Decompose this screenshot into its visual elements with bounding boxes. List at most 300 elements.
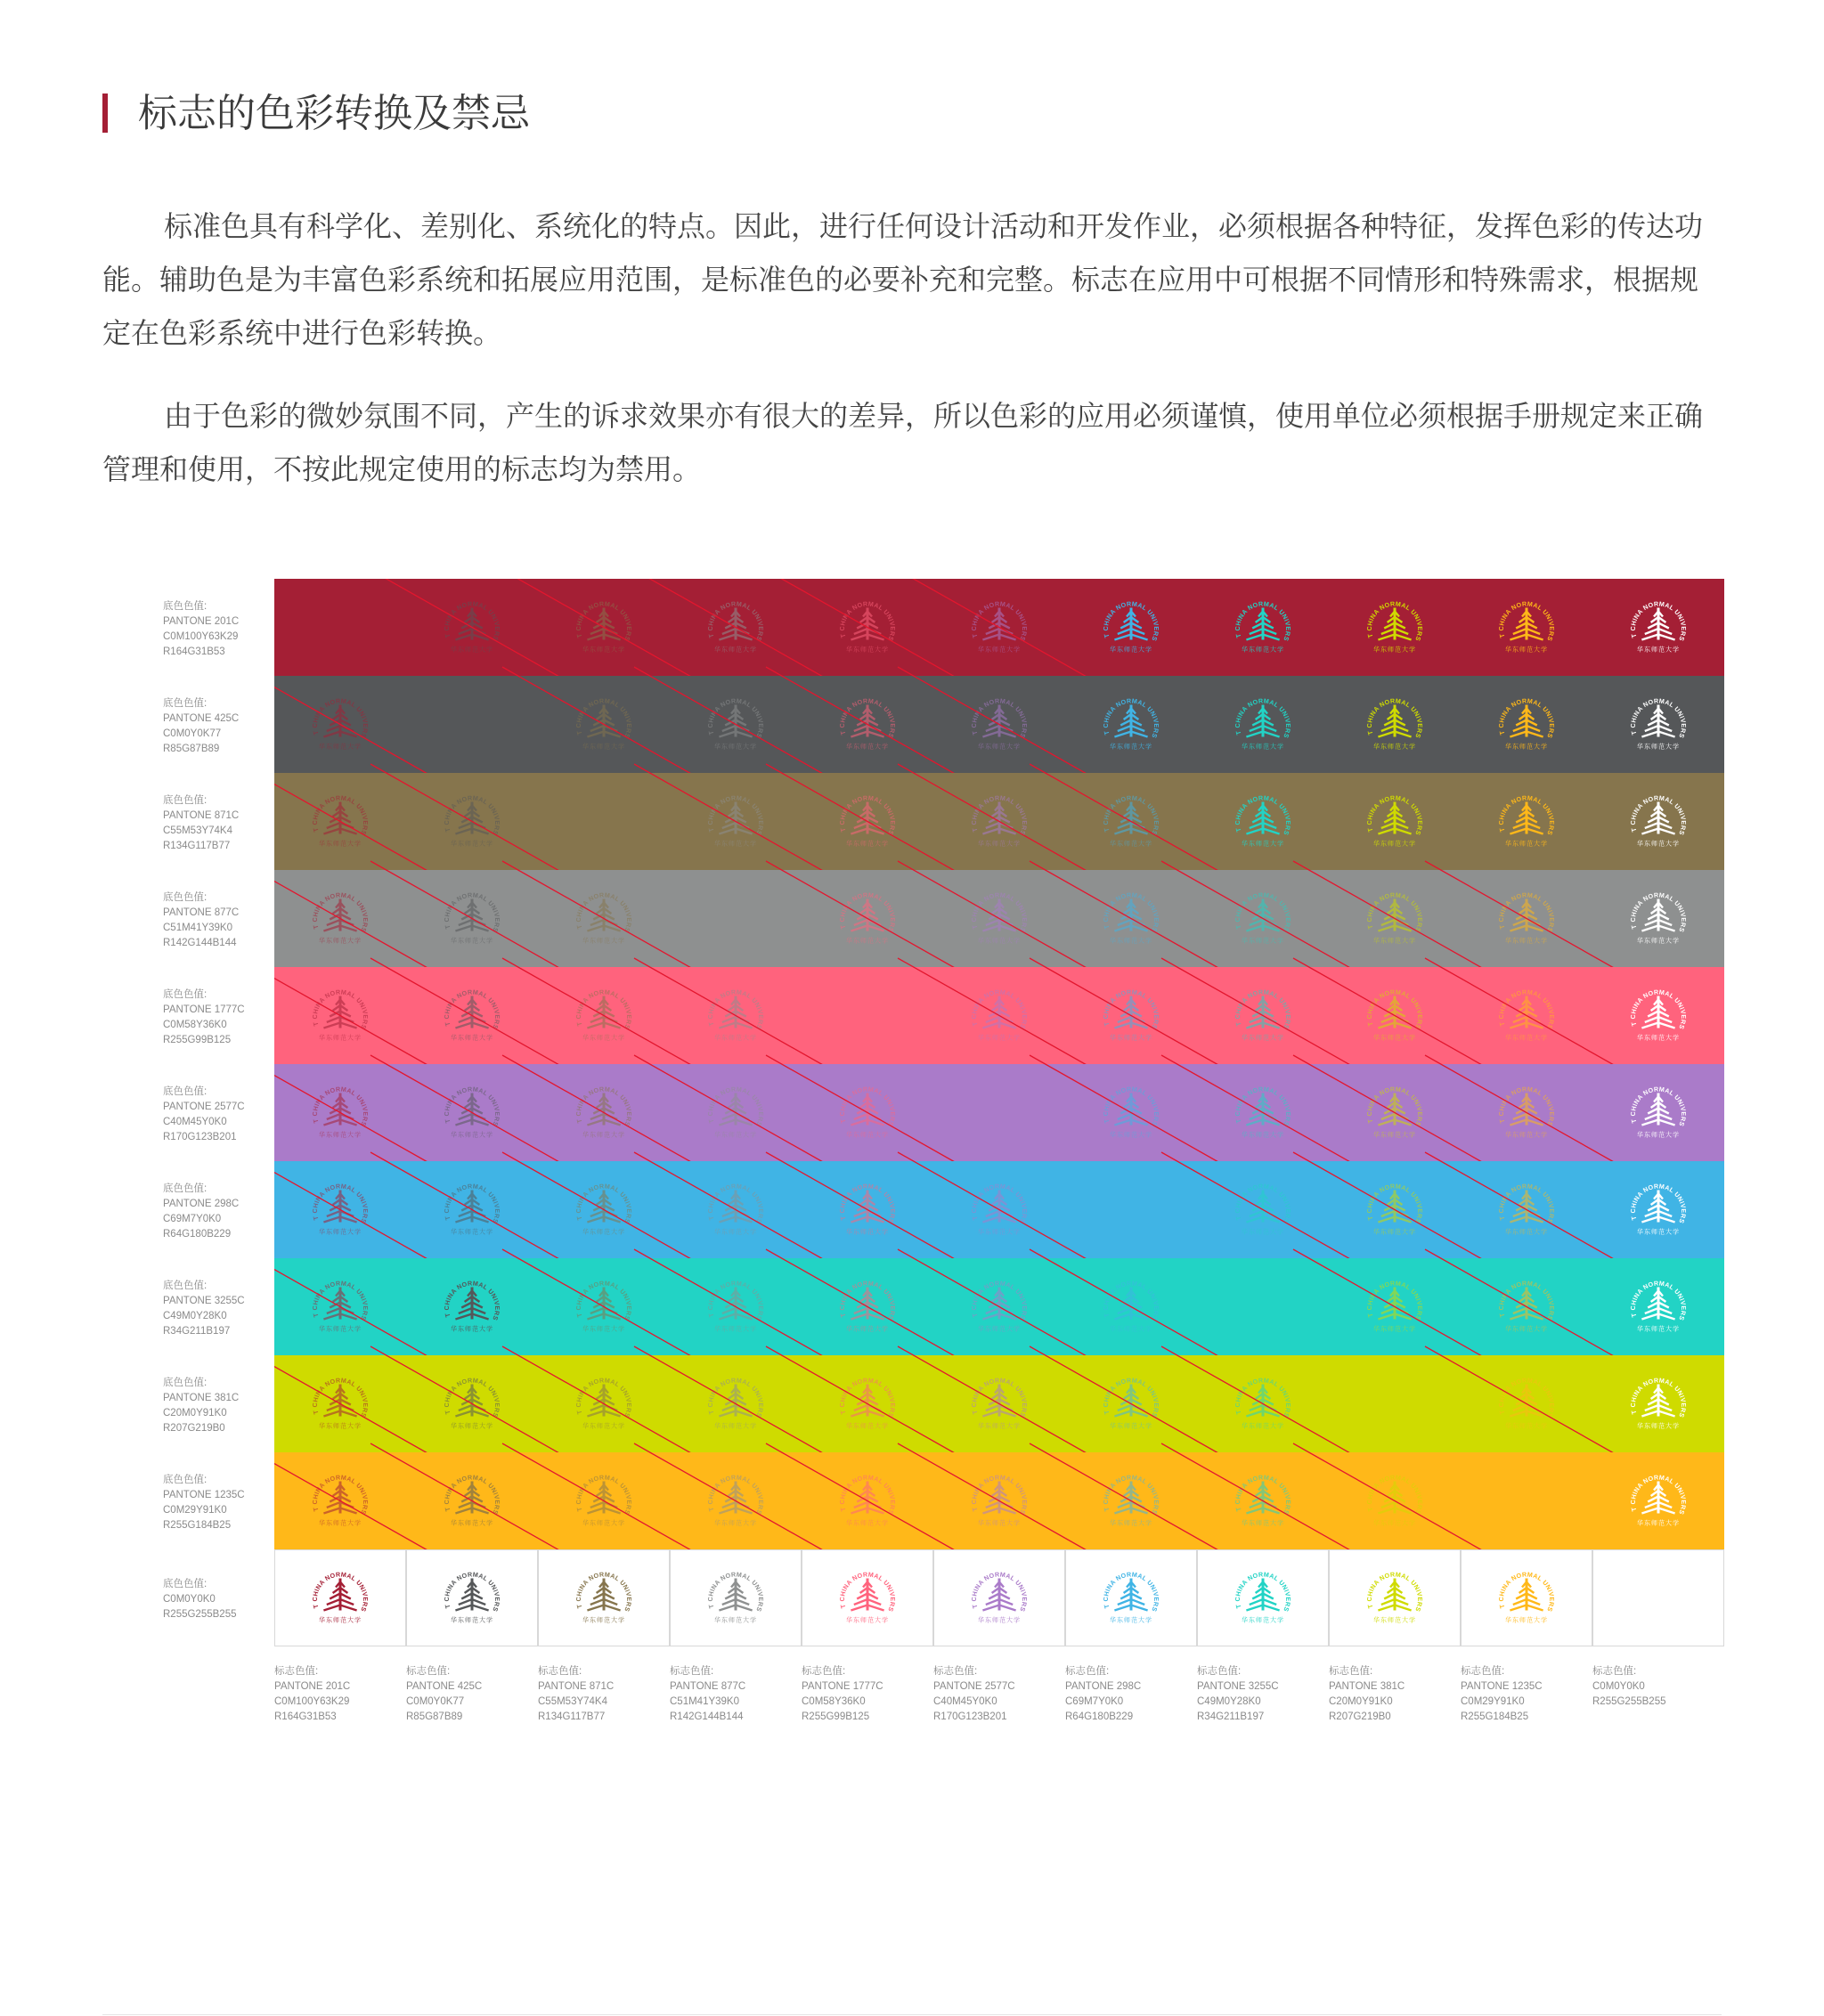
background-label-line: PANTONE 871C: [163, 809, 240, 821]
logo-label-line: PANTONE 2577C: [933, 1681, 1015, 1692]
logo-label-line: R64G180B229: [1065, 1711, 1134, 1722]
logo-chinese-name: 华东师范大学: [319, 1616, 362, 1624]
logo-color-label: [670, 1664, 794, 1725]
background-label-line: 底色色值:: [163, 697, 208, 709]
logo-chinese-name: 华东师范大学: [1373, 646, 1416, 654]
logo-chinese-name: 华东师范大学: [714, 1131, 757, 1139]
logo-chinese-name: 华东师范大学: [846, 1228, 889, 1236]
logo-chinese-name: 华东师范大学: [1637, 1422, 1680, 1430]
logo-arc-text: T CHINA NORMAL UNIVERS: [1364, 1182, 1425, 1225]
logo-arc-text: T CHINA NORMAL UNIVERS: [969, 1182, 1030, 1225]
logo-color-label: [406, 1664, 531, 1725]
logo-chinese-name: 华东师范大学: [1110, 1131, 1152, 1139]
logo-chinese-name: 华东师范大学: [714, 840, 757, 848]
logo-arc-text: T CHINA NORMAL UNIVERS: [310, 988, 370, 1031]
background-label-line: C40M45Y0K0: [163, 1116, 227, 1127]
background-label-line: C69M7Y0K0: [163, 1213, 222, 1224]
background-label-line: PANTONE 425C: [163, 712, 240, 724]
logo-arc-text: T CHINA NORMAL UNIVERS: [574, 988, 634, 1031]
logo-arc-text: T CHINA NORMAL UNIVERS: [969, 890, 1030, 934]
logo-arc-text: T CHINA NORMAL UNIVERS: [1496, 1279, 1557, 1322]
logo-chinese-name: 华东师范大学: [846, 1519, 889, 1527]
logo-label-line: 标志色值:: [670, 1666, 714, 1677]
background-label-line: R85G87B89: [163, 743, 220, 754]
logo-label-line: R255G99B125: [802, 1711, 870, 1722]
logo-label-line: 标志色值:: [1065, 1666, 1110, 1677]
row-background: [274, 1064, 1724, 1161]
logo-chinese-name: 华东师范大学: [1242, 1519, 1284, 1527]
logo-arc-text: T CHINA NORMAL UNIVERS: [1101, 988, 1161, 1031]
logo-label-line: 标志色值:: [1197, 1666, 1242, 1677]
logo-arc-text: T CHINA NORMAL UNIVERS: [574, 599, 634, 643]
logo-arc-text: T CHINA NORMAL UNIVERS: [442, 890, 502, 934]
logo-arc-text: T CHINA NORMAL UNIVERS: [1628, 1279, 1689, 1322]
logo-arc-text: T CHINA NORMAL UNIVERS: [442, 988, 502, 1031]
logo-chinese-name: 华东师范大学: [451, 937, 493, 945]
logo-chinese-name: 华东师范大学: [978, 1616, 1021, 1624]
logo-arc-text: T CHINA NORMAL UNIVERS: [1101, 1376, 1161, 1419]
logo-chinese-name: 华东师范大学: [582, 1131, 625, 1139]
logo-label-line: C0M29Y91K0: [1461, 1696, 1525, 1707]
logo-chinese-name: 华东师范大学: [978, 1228, 1021, 1236]
logo-arc-text: T CHINA NORMAL UNIVERS: [837, 1376, 898, 1419]
logo-arc-text: T CHINA NORMAL UNIVERS: [837, 1473, 898, 1516]
logo-chinese-name: 华东师范大学: [978, 937, 1021, 945]
logo-chinese-name: 华东师范大学: [1110, 937, 1152, 945]
background-label-line: 底色色值:: [163, 794, 208, 806]
logo-arc-text: T CHINA NORMAL UNIVERS: [574, 1182, 634, 1225]
logo-chinese-name: 华东师范大学: [1242, 840, 1284, 848]
background-color-label: [163, 1182, 270, 1242]
logo-arc-text: T CHINA NORMAL UNIVERS: [969, 1473, 1030, 1516]
logo-arc-text: T CHINA NORMAL UNIVERS: [1233, 1376, 1293, 1419]
logo-arc-text: T CHINA NORMAL UNIVERS: [310, 1473, 370, 1516]
logo-chinese-name: 华东师范大学: [978, 1519, 1021, 1527]
title-accent-bar: [102, 93, 108, 133]
background-label-line: R34G211B197: [163, 1325, 231, 1337]
logo-arc-text: T CHINA NORMAL UNIVERS: [1364, 1570, 1425, 1614]
logo-arc-text: T CHINA NORMAL UNIVERS: [1496, 988, 1557, 1031]
swatch-row: [274, 1549, 1724, 1646]
logo-arc-text: T CHINA NORMAL UNIVERS: [1101, 1570, 1161, 1614]
logo-chinese-name: 华东师范大学: [1637, 1519, 1680, 1527]
logo-chinese-name: 华东师范大学: [978, 646, 1021, 654]
logo-chinese-name: 华东师范大学: [1505, 646, 1548, 654]
logo-chinese-name: 华东师范大学: [978, 1325, 1021, 1333]
logo-label-line: R207G219B0: [1329, 1711, 1391, 1722]
logo-label-line: R85G87B89: [406, 1711, 463, 1722]
logo-chinese-name: 华东师范大学: [1110, 1034, 1152, 1042]
background-label-line: C51M41Y39K0: [163, 922, 232, 933]
logo-arc-text: T CHINA NORMAL UNIVERS: [310, 793, 370, 837]
logo-arc-text: T CHINA NORMAL UNIVERS: [442, 1279, 502, 1322]
logo-arc-text: T CHINA NORMAL UNIVERS: [705, 1570, 766, 1614]
logo-arc-text: T CHINA NORMAL UNIVERS: [1496, 793, 1557, 837]
logo-arc-text: T CHINA NORMAL UNIVERS: [1364, 1279, 1425, 1322]
logo-chinese-name: 华东师范大学: [319, 1422, 362, 1430]
logo-arc-text: T CHINA NORMAL UNIVERS: [705, 988, 766, 1031]
logo-chinese-name: 华东师范大学: [1242, 743, 1284, 751]
logo-label-line: C0M0Y0K0: [1592, 1681, 1645, 1692]
logo-chinese-name: 华东师范大学: [1242, 1616, 1284, 1624]
background-color-label: [163, 1279, 270, 1339]
logo-chinese-name: 华东师范大学: [846, 840, 889, 848]
background-label-line: 底色色值:: [163, 1183, 208, 1194]
background-label-line: PANTONE 1235C: [163, 1489, 245, 1500]
logo-arc-text: T CHINA NORMAL UNIVERS: [1101, 599, 1161, 643]
logo-chinese-name: 华东师范大学: [978, 1422, 1021, 1430]
logo-label-line: PANTONE 3255C: [1197, 1681, 1279, 1692]
logo-chinese-name: 华东师范大学: [1505, 1228, 1548, 1236]
background-label-line: PANTONE 381C: [163, 1392, 240, 1403]
logo-chinese-name: 华东师范大学: [1637, 1131, 1680, 1139]
logo-arc-text: T CHINA NORMAL UNIVERS: [1496, 599, 1557, 643]
logo-arc-text: T CHINA NORMAL UNIVERS: [1496, 1085, 1557, 1128]
logo-arc-text: T CHINA NORMAL UNIVERS: [969, 1279, 1030, 1322]
logo-chinese-name: 华东师范大学: [714, 1034, 757, 1042]
logo-chinese-name: 华东师范大学: [846, 1325, 889, 1333]
logo-arc-text: T CHINA NORMAL UNIVERS: [705, 599, 766, 643]
logo-chinese-name: 华东师范大学: [714, 646, 757, 654]
logo-arc-text: T CHINA NORMAL UNIVERS: [574, 1085, 634, 1128]
logo-label-line: PANTONE 201C: [274, 1681, 351, 1692]
logo-label-line: C40M45Y0K0: [933, 1696, 998, 1707]
logo-label-line: R142G144B144: [670, 1711, 744, 1722]
swatch-row: [274, 1443, 1724, 1558]
logo-arc-text: T CHINA NORMAL UNIVERS: [705, 1085, 766, 1128]
logo-label-line: PANTONE 877C: [670, 1681, 746, 1692]
logo-arc-text: T CHINA NORMAL UNIVERS: [1496, 1182, 1557, 1225]
background-label-line: PANTONE 201C: [163, 615, 240, 627]
logo-chinese-name: 华东师范大学: [319, 743, 362, 751]
logo-chinese-name: 华东师范大学: [319, 1131, 362, 1139]
logo-arc-text: T CHINA NORMAL UNIVERS: [310, 1182, 370, 1225]
logo-chinese-name: 华东师范大学: [582, 1034, 625, 1042]
logo-chinese-name: 华东师范大学: [1505, 1616, 1548, 1624]
background-label-line: R64G180B229: [163, 1228, 232, 1240]
logo-label-line: 标志色值:: [406, 1666, 451, 1677]
logo-chinese-name: 华东师范大学: [319, 1325, 362, 1333]
logo-chinese-name: 华东师范大学: [1242, 1422, 1284, 1430]
logo-label-line: R34G211B197: [1197, 1711, 1265, 1722]
background-label-line: 底色色值:: [163, 1474, 208, 1485]
logo-label-line: C20M0Y91K0: [1329, 1696, 1393, 1707]
logo-arc-text: T CHINA NORMAL UNIVERS: [310, 1570, 370, 1614]
logo-chinese-name: 华东师范大学: [978, 743, 1021, 751]
logo-arc-text: T CHINA NORMAL UNIVERS: [969, 696, 1030, 740]
background-label-line: PANTONE 3255C: [163, 1295, 245, 1306]
logo-chinese-name: 华东师范大学: [582, 1325, 625, 1333]
logo-arc-text: T CHINA NORMAL UNIVERS: [705, 1376, 766, 1419]
logo-arc-text: T CHINA NORMAL UNIVERS: [1233, 599, 1293, 643]
logo-arc-text: T CHINA NORMAL UNIVERS: [1233, 988, 1293, 1031]
logo-arc-text: T CHINA NORMAL UNIVERS: [837, 1570, 898, 1614]
logo-arc-text: T CHINA NORMAL UNIVERS: [705, 696, 766, 740]
logo-chinese-name: 华东师范大学: [846, 1131, 889, 1139]
logo-label-line: PANTONE 1235C: [1461, 1681, 1543, 1692]
logo-chinese-name: 华东师范大学: [714, 1519, 757, 1527]
logo-label-line: R170G123B201: [933, 1711, 1007, 1722]
background-label-line: R255G99B125: [163, 1034, 232, 1045]
logo-chinese-name: 华东师范大学: [451, 840, 493, 848]
logo-chinese-name: 华东师范大学: [1110, 840, 1152, 848]
logo-arc-text: T CHINA NORMAL UNIVERS: [1628, 988, 1689, 1031]
logo-color-label: [1461, 1664, 1585, 1725]
background-label-line: R207G219B0: [163, 1422, 225, 1434]
swatch-row: [274, 667, 1724, 782]
logo-arc-text: T CHINA NORMAL UNIVERS: [1364, 599, 1425, 643]
logo-arc-text: T CHINA NORMAL UNIVERS: [442, 1570, 502, 1614]
logo-label-line: PANTONE 425C: [406, 1681, 483, 1692]
logo-label-line: C0M58Y36K0: [802, 1696, 866, 1707]
logo-arc-text: T CHINA NORMAL UNIVERS: [837, 1182, 898, 1225]
logo-arc-text: T CHINA NORMAL UNIVERS: [1101, 890, 1161, 934]
background-color-label: [163, 1085, 270, 1145]
logo-arc-text: T CHINA NORMAL UNIVERS: [1233, 1570, 1293, 1614]
logo-chinese-name: 华东师范大学: [451, 1325, 493, 1333]
logo-chinese-name: 华东师范大学: [846, 743, 889, 751]
logo-arc-text: T CHINA NORMAL UNIVERS: [574, 1570, 634, 1614]
logo-arc-text: T CHINA NORMAL UNIVERS: [837, 1279, 898, 1322]
logo-arc-text: T CHINA NORMAL UNIVERS: [574, 1473, 634, 1516]
color-conversion-matrix: [274, 579, 1726, 1647]
logo-chinese-name: 华东师范大学: [1505, 1034, 1548, 1042]
logo-arc-text: T CHINA NORMAL UNIVERS: [705, 1182, 766, 1225]
logo-chinese-name: 华东师范大学: [1110, 1422, 1152, 1430]
logo-label-line: 标志色值:: [933, 1666, 978, 1677]
logo-chinese-name: 华东师范大学: [451, 1228, 493, 1236]
background-label-line: C49M0Y28K0: [163, 1310, 227, 1321]
logo-arc-text: T CHINA NORMAL UNIVERS: [969, 793, 1030, 837]
logo-chinese-name: 华东师范大学: [319, 840, 362, 848]
logo-arc-text: T CHINA NORMAL UNIVERS: [1364, 793, 1425, 837]
logo-arc-text: T CHINA NORMAL UNIVERS: [1628, 890, 1689, 934]
logo-chinese-name: 华东师范大学: [1373, 1034, 1416, 1042]
logo-arc-text: T CHINA NORMAL UNIVERS: [837, 696, 898, 740]
logo-arc-text: T CHINA NORMAL UNIVERS: [837, 599, 898, 643]
background-label-line: 底色色值:: [163, 1579, 208, 1589]
logo-arc-text: T CHINA NORMAL UNIVERS: [969, 599, 1030, 643]
background-color-label: [163, 696, 270, 757]
logo-chinese-name: 华东师范大学: [714, 1325, 757, 1333]
logo-label-line: R134G117B77: [538, 1711, 606, 1722]
logo-chinese-name: 华东师范大学: [582, 1519, 625, 1527]
logo-chinese-name: 华东师范大学: [1373, 1131, 1416, 1139]
logo-chinese-name: 华东师范大学: [1373, 743, 1416, 751]
swatch-row: [274, 1249, 1724, 1364]
background-color-label: [163, 599, 270, 660]
logo-arc-text: T CHINA NORMAL UNIVERS: [1233, 1085, 1293, 1128]
background-label-line: 底色色值:: [163, 600, 208, 612]
logo-arc-text: T CHINA NORMAL UNIVERS: [310, 1279, 370, 1322]
background-label-line: PANTONE 1777C: [163, 1004, 245, 1015]
background-label-line: R134G117B77: [163, 840, 231, 851]
logo-chinese-name: 华东师范大学: [319, 1228, 362, 1236]
logo-arc-text: T CHINA NORMAL UNIVERS: [1101, 1473, 1161, 1516]
logo-chinese-name: 华东师范大学: [1505, 1422, 1548, 1430]
logo-chinese-name: 华东师范大学: [1242, 646, 1284, 654]
swatch-row: [274, 1152, 1724, 1267]
background-color-label: [163, 793, 270, 854]
logo-arc-text: T CHINA NORMAL UNIVERS: [1101, 793, 1161, 837]
background-color-label: [163, 1473, 270, 1533]
logo-arc-text: T CHINA NORMAL UNIVERS: [837, 793, 898, 837]
logo-chinese-name: 华东师范大学: [1505, 840, 1548, 848]
logo-label-line: 标志色值:: [274, 1666, 319, 1677]
logo-arc-text: T CHINA NORMAL UNIVERS: [1364, 1473, 1425, 1516]
logo-arc-text: T CHINA NORMAL UNIVERS: [969, 988, 1030, 1031]
logo-arc-text: T CHINA NORMAL UNIVERS: [574, 1279, 634, 1322]
logo-color-label: [274, 1664, 399, 1725]
logo-arc-text: T CHINA NORMAL UNIVERS: [705, 1279, 766, 1322]
swatch-row: [274, 764, 1724, 879]
background-color-label: [163, 1376, 270, 1436]
logo-arc-text: T CHINA NORMAL UNIVERS: [1496, 890, 1557, 934]
logo-chinese-name: 华东师范大学: [451, 1034, 493, 1042]
logo-arc-text: T CHINA NORMAL UNIVERS: [705, 1473, 766, 1516]
logo-arc-text: T CHINA NORMAL UNIVERS: [837, 1085, 898, 1128]
logo-chinese-name: 华东师范大学: [1637, 937, 1680, 945]
background-label-line: R255G184B25: [163, 1519, 232, 1531]
logo-arc-text: T CHINA NORMAL UNIVERS: [310, 1376, 370, 1419]
background-label-line: C55M53Y74K4: [163, 825, 232, 836]
background-label-line: PANTONE 877C: [163, 906, 240, 918]
logo-color-label: [933, 1664, 1058, 1725]
logo-chinese-name: 华东师范大学: [1373, 840, 1416, 848]
logo-chinese-name: 华东师范大学: [1637, 646, 1680, 654]
logo-chinese-name: 华东师范大学: [1505, 937, 1548, 945]
logo-label-line: C69M7Y0K0: [1065, 1696, 1124, 1707]
logo-chinese-name: 华东师范大学: [978, 840, 1021, 848]
logo-arc-text: T CHINA NORMAL UNIVERS: [1364, 890, 1425, 934]
background-label-line: 底色色值:: [163, 1085, 208, 1097]
logo-chinese-name: 华东师范大学: [1242, 1131, 1284, 1139]
logo-arc-text: T CHINA NORMAL UNIVERS: [310, 1085, 370, 1128]
logo-arc-text: T CHINA NORMAL UNIVERS: [1628, 1473, 1689, 1516]
logo-arc-text: T CHINA NORMAL UNIVERS: [1101, 1085, 1161, 1128]
logo-label-line: 标志色值:: [802, 1666, 846, 1677]
logo-chinese-name: 华东师范大学: [1242, 1034, 1284, 1042]
logo-arc-text: T CHINA NORMAL UNIVERS: [310, 696, 370, 740]
logo-arc-text: T CHINA NORMAL UNIVERS: [1496, 1570, 1557, 1614]
logo-chinese-name: 华东师范大学: [582, 1228, 625, 1236]
logo-label-line: PANTONE 871C: [538, 1681, 615, 1692]
logo-arc-text: T CHINA NORMAL UNIVERS: [310, 890, 370, 934]
logo-arc-text: T CHINA NORMAL UNIVERS: [1496, 696, 1557, 740]
background-color-label: [163, 1577, 270, 1622]
background-label-line: C20M0Y91K0: [163, 1407, 227, 1419]
logo-chinese-name: 华东师范大学: [319, 1519, 362, 1527]
logo-arc-text: T CHINA NORMAL UNIVERS: [1233, 793, 1293, 837]
logo-arc-text: T CHINA NORMAL UNIVERS: [1628, 1085, 1689, 1128]
logo-chinese-name: 华东师范大学: [451, 646, 493, 654]
footer-divider: [102, 2014, 1722, 2015]
logo-label-line: PANTONE 381C: [1329, 1681, 1405, 1692]
logo-chinese-name: 华东师范大学: [1373, 1325, 1416, 1333]
logo-arc-text: T CHINA NORMAL UNIVERS: [969, 1570, 1030, 1614]
logo-label-line: C55M53Y74K4: [538, 1696, 607, 1707]
logo-chinese-name: 华东师范大学: [714, 743, 757, 751]
background-label-line: 底色色值:: [163, 988, 208, 1000]
background-label-line: R142G144B144: [163, 937, 237, 948]
intro-paragraph-1: 标准色具有科学化、差别化、系统化的特点。因此，进行任何设计活动和开发作业，必须根据各种特征，发挥色彩的传达功能。辅助色是为丰富色彩系统和拓展应用范围，是标准色的必要补充和完整。标志在应用中可根据不同情形和特殊需求，根据规定在色彩系统中进行色彩转换。: [102, 209, 1704, 350]
background-label-line: R164G31B53: [163, 646, 225, 657]
logo-color-label: [1592, 1664, 1717, 1710]
logo-chinese-name: 华东师范大学: [714, 1228, 757, 1236]
logo-chinese-name: 华东师范大学: [978, 1034, 1021, 1042]
logo-label-line: R255G184B25: [1461, 1711, 1529, 1722]
logo-chinese-name: 华东师范大学: [714, 1616, 757, 1624]
logo-chinese-name: 华东师范大学: [319, 1034, 362, 1042]
logo-chinese-name: 华东师范大学: [1637, 1228, 1680, 1236]
logo-chinese-name: 华东师范大学: [582, 1422, 625, 1430]
logo-chinese-name: 华东师范大学: [846, 1616, 889, 1624]
logo-label-line: C51M41Y39K0: [670, 1696, 739, 1707]
logo-label-line: 标志色值:: [1592, 1666, 1637, 1677]
background-label-line: C0M0Y0K77: [163, 728, 222, 739]
logo-arc-text: T CHINA NORMAL UNIVERS: [1101, 1279, 1161, 1322]
background-label-line: R170G123B201: [163, 1131, 237, 1142]
logo-chinese-name: 华东师范大学: [1110, 1519, 1152, 1527]
background-label-line: C0M100Y63K29: [163, 630, 239, 642]
intro-paragraph-2: 由于色彩的微妙氛围不同，产生的诉求效果亦有很大的差异，所以色彩的应用必须谨慎，使用单位必须根据手册规定来正确管理和使用，不按此规定使用的标志均为禁用。: [102, 399, 1704, 486]
logo-chinese-name: 华东师范大学: [451, 1131, 493, 1139]
background-label-line: C0M0Y0K0: [163, 1594, 216, 1605]
logo-arc-text: T CHINA NORMAL UNIVERS: [1628, 1182, 1689, 1225]
logo-chinese-name: 华东师范大学: [1637, 840, 1680, 848]
logo-arc-text: T CHINA NORMAL UNIVERS: [969, 1376, 1030, 1419]
logo-arc-text: T CHINA NORMAL UNIVERS: [705, 793, 766, 837]
logo-label-line: PANTONE 1777C: [802, 1681, 884, 1692]
logo-chinese-name: 华东师范大学: [1110, 743, 1152, 751]
logo-chinese-name: 华东师范大学: [1373, 1616, 1416, 1624]
logo-label-line: PANTONE 298C: [1065, 1681, 1142, 1692]
logo-chinese-name: 华东师范大学: [451, 1422, 493, 1430]
logo-chinese-name: 华东师范大学: [319, 937, 362, 945]
swatch-row: [274, 1346, 1724, 1461]
swatch-row: [274, 1055, 1724, 1170]
logo-arc-text: T CHINA NORMAL UNIVERS: [1233, 1182, 1293, 1225]
logo-color-label: [1329, 1664, 1454, 1725]
logo-chinese-name: 华东师范大学: [714, 1422, 757, 1430]
background-label-line: PANTONE 298C: [163, 1198, 240, 1209]
logo-arc-text: T CHINA NORMAL UNIVERS: [1233, 1473, 1293, 1516]
logo-label-line: 标志色值:: [1461, 1666, 1505, 1677]
logo-label-line: 标志色值:: [1329, 1666, 1373, 1677]
logo-chinese-name: 华东师范大学: [582, 937, 625, 945]
logo-chinese-name: 华东师范大学: [582, 1616, 625, 1624]
logo-arc-text: T CHINA NORMAL UNIVERS: [442, 599, 502, 643]
logo-label-line: 标志色值:: [538, 1666, 582, 1677]
background-label-line: PANTONE 2577C: [163, 1101, 245, 1112]
logo-chinese-name: 华东师范大学: [582, 743, 625, 751]
logo-label-line: C0M100Y63K29: [274, 1696, 350, 1707]
background-label-line: R255G255B255: [163, 1609, 237, 1620]
logo-chinese-name: 华东师范大学: [1505, 1131, 1548, 1139]
logo-chinese-name: 华东师范大学: [846, 646, 889, 654]
background-label-line: 底色色值:: [163, 891, 208, 903]
logo-arc-text: T CHINA NORMAL UNIVERS: [1628, 696, 1689, 740]
logo-chinese-name: 华东师范大学: [582, 646, 625, 654]
logo-label-line: C0M0Y0K77: [406, 1696, 465, 1707]
background-color-label: [163, 988, 270, 1048]
logo-chinese-name: 华东师范大学: [1637, 1325, 1680, 1333]
page-title: 标志的色彩转换及禁忌: [138, 91, 530, 136]
background-label-line: C0M29Y91K0: [163, 1504, 227, 1516]
logo-chinese-name: 华东师范大学: [1373, 937, 1416, 945]
logo-chinese-name: 华东师范大学: [1373, 1228, 1416, 1236]
logo-chinese-name: 华东师范大学: [1110, 646, 1152, 654]
